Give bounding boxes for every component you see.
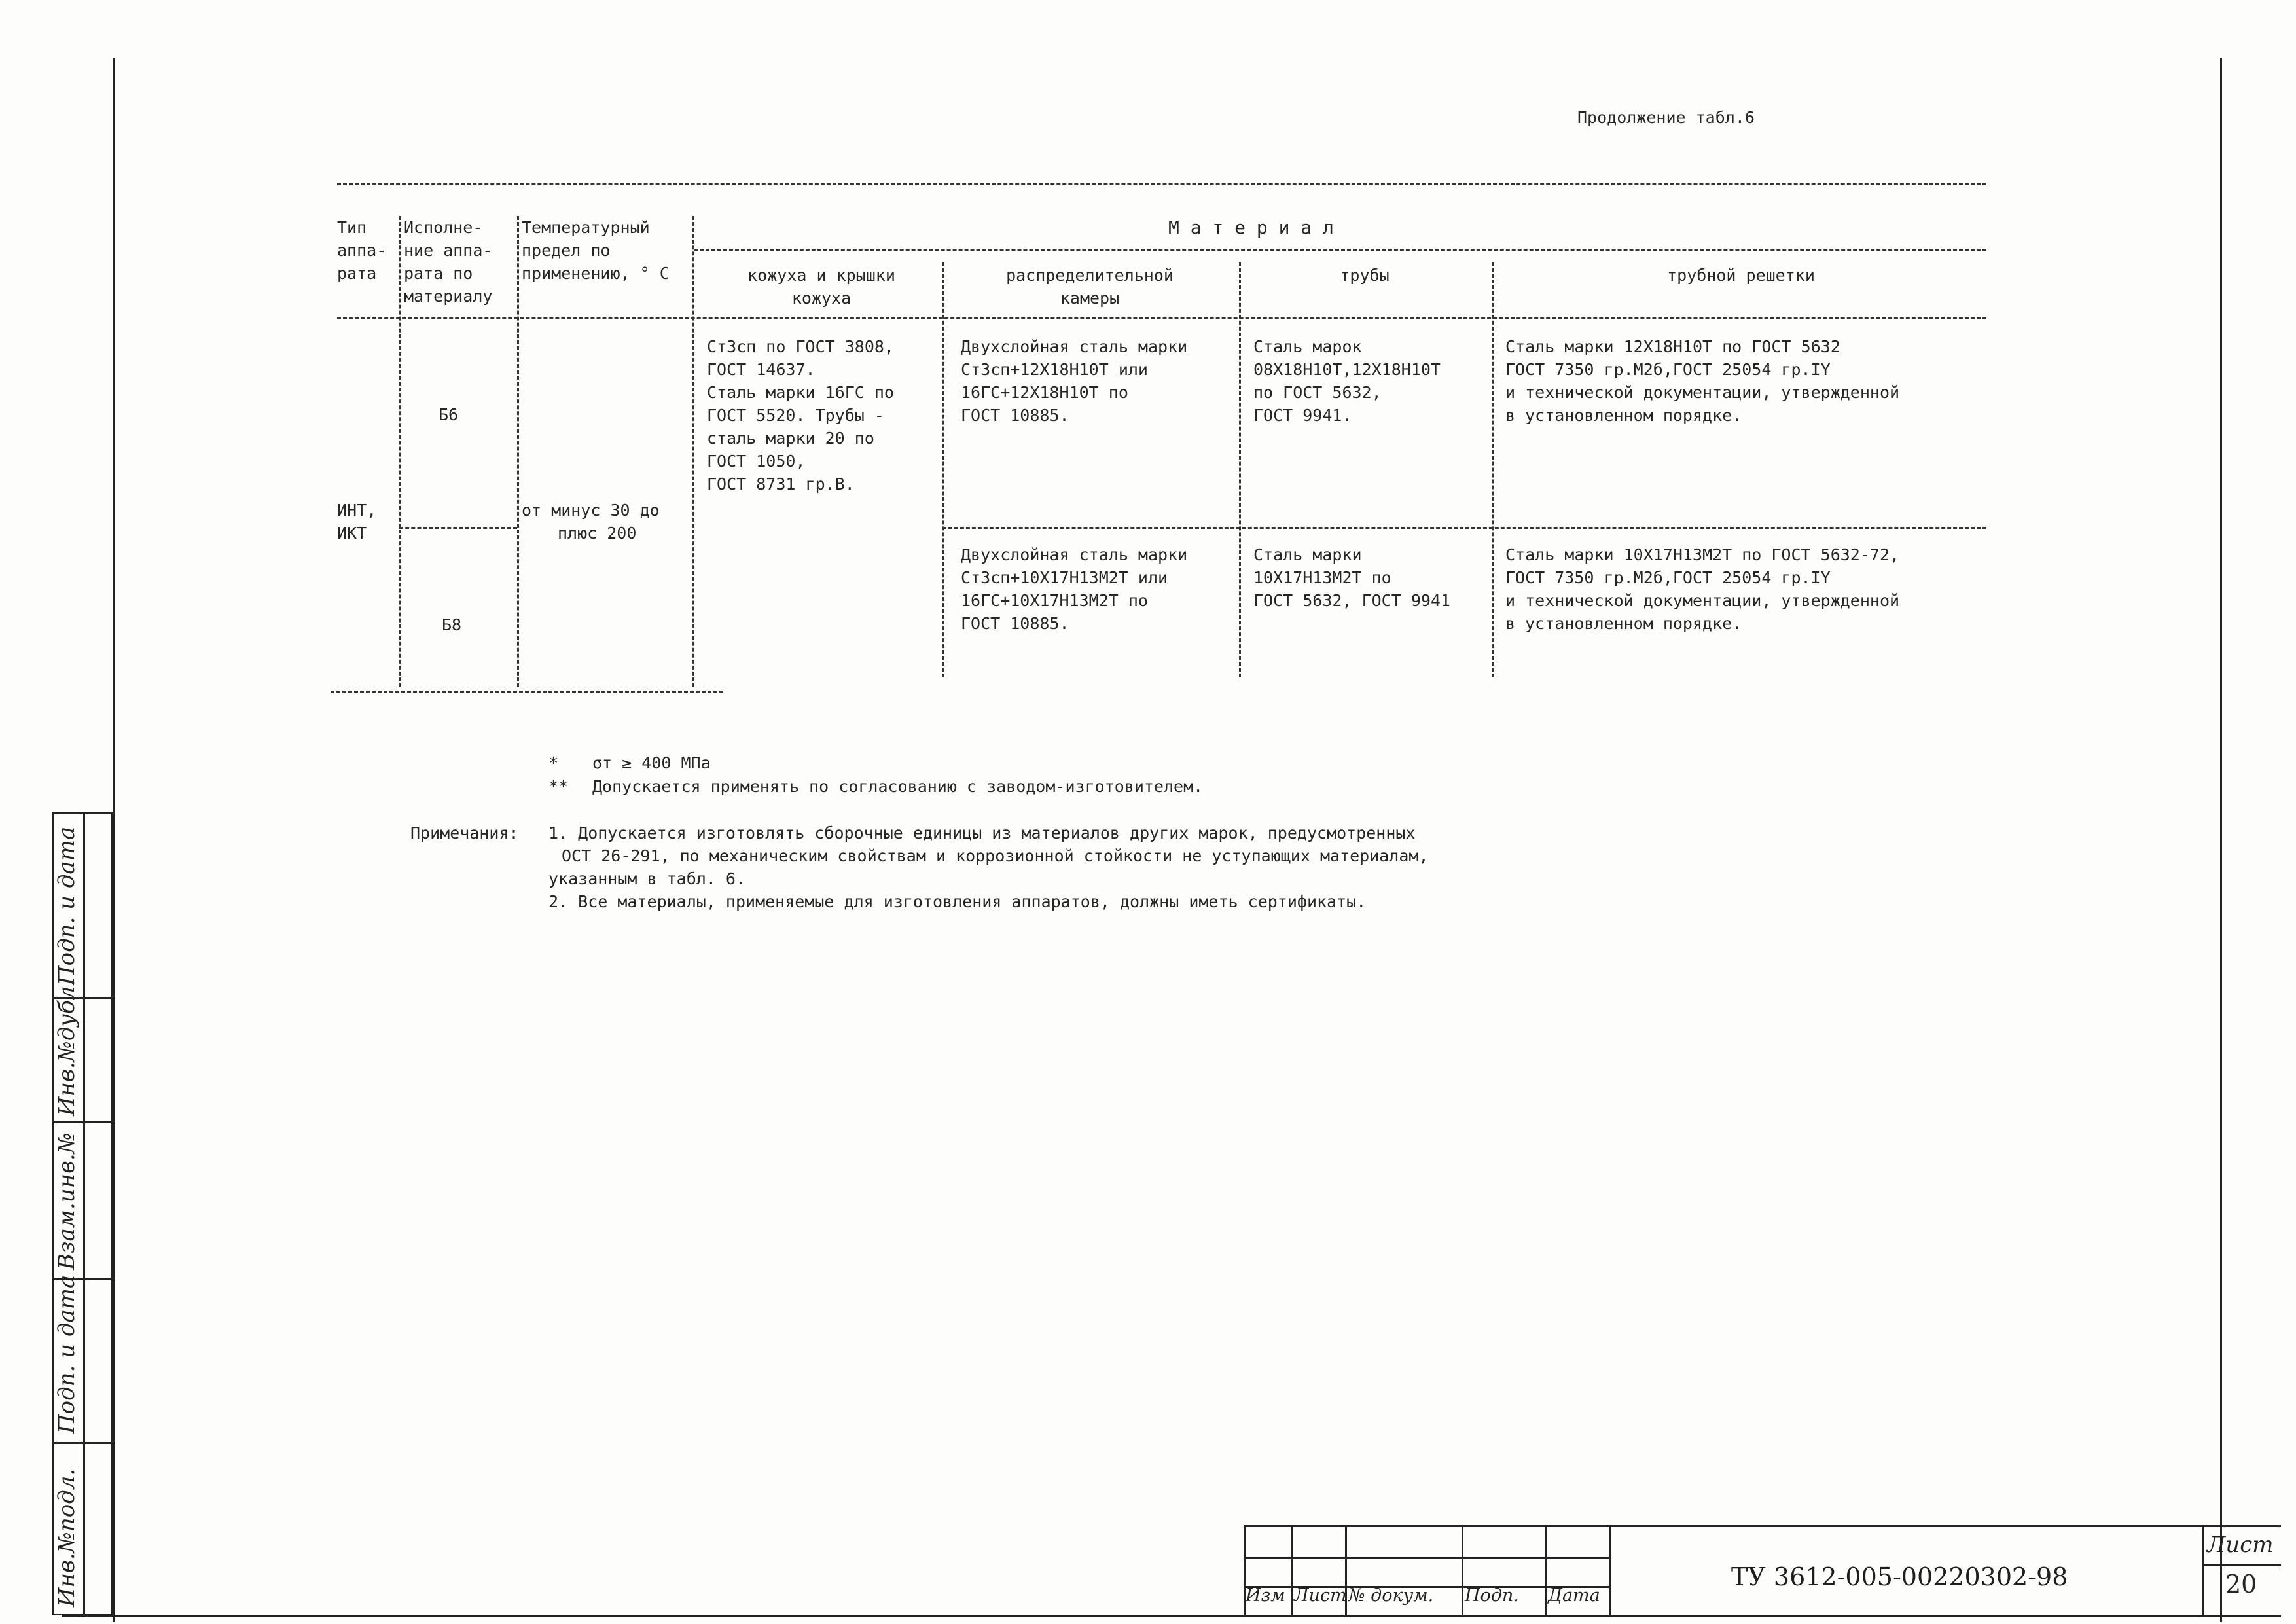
material-under-rule [694, 249, 1986, 251]
side-label-inv-dubl: Инв.№дубл. [54, 979, 80, 1116]
variant-separator-right [942, 527, 1986, 529]
header-tube-sheet: трубной решетки [1667, 266, 1815, 285]
header-chamber: распределительной камеры [1006, 266, 1174, 308]
header-bottom-rule [337, 317, 1986, 319]
cell-temperature: от минус 30 до плюс 200 [522, 501, 660, 543]
notes-body: 1. Допускается изготовлять сборочные единицы из материалов других марок, предусмотренных ОСТ 26-291, по механическим свойствам и коррозионной стойкости не уступающих материалам, указанным в табл. 6. 2. Все материалы, применяемые для изготовления аппаратов, должны иметь сертификаты. [548, 823, 1429, 911]
stamp-label-izm: Изм [1246, 1585, 1285, 1606]
col-sep-1 [399, 216, 401, 687]
cell-sheet-b6: Сталь марки 12Х18Н10Т по ГОСТ 5632 ГОСТ 7350 гр.М2б,ГОСТ 25054 гр.IY и технической документации, утвержденной в установленном порядке. [1505, 337, 1900, 425]
stamp-top-rule [1610, 1525, 2281, 1527]
stamp-label-data: Дата [1548, 1585, 1600, 1606]
table-top-rule [337, 183, 1986, 185]
side-strip-divider [83, 814, 85, 1614]
cell-variant-b8: Б8 [442, 615, 462, 634]
table-bottom-rule [331, 691, 723, 693]
cell-sheet-b8: Сталь марки 10Х17Н13М2Т по ГОСТ 5632-72, ГОСТ 7350 гр.М2б,ГОСТ 25054 гр.IY и технической документации, утвержденной в установленном порядке. [1505, 545, 1900, 633]
footnote-2-text: Допускается применять по согласованию с заводом-изготовителем. [592, 777, 1204, 796]
side-label-vzam-inv: Взам.инв.№ [54, 1132, 80, 1270]
sheet-number: 20 [2225, 1570, 2257, 1598]
sheet-box-left [2202, 1525, 2204, 1615]
header-temperature: Температурный предел по применению, ° С [522, 218, 670, 283]
footnote-1-text: σт ≥ 400 МПа [592, 753, 711, 772]
continuation-label: Продолжение табл.6 [1577, 108, 1755, 127]
col-sep-3 [692, 216, 694, 687]
header-material: М а т е р и а л [1168, 217, 1334, 238]
sheet-label: Лист [2207, 1532, 2274, 1558]
side-label-podp-data-1: Подп. и дата [54, 1274, 80, 1434]
notes-label: Примечания: [410, 823, 519, 842]
stamp-label-doc: № докум. [1348, 1585, 1434, 1606]
side-label-inv-podl: Инв.№подл. [54, 1468, 80, 1607]
cell-chamber-b6: Двухслойная сталь марки Ст3сп+12Х18Н10Т или 16ГС+12Х18Н10Т по ГОСТ 10885. [961, 337, 1188, 425]
col-sep-4 [942, 262, 944, 677]
variant-separator-left [399, 527, 517, 529]
header-type: Тип аппа- рата [337, 218, 387, 283]
frame-right-line [2220, 58, 2222, 1622]
header-shell: кожуха и крышки кожуха [747, 266, 895, 308]
frame-bottom-line [62, 1615, 2281, 1617]
cell-tubes-b6: Сталь марок 08Х18Н10Т,12Х18Н10Т по ГОСТ 5632, ГОСТ 9941. [1253, 337, 1441, 425]
col-sep-5 [1239, 262, 1241, 677]
stamp-label-list: Лист [1294, 1585, 1347, 1606]
sheet-box-mid [2202, 1564, 2281, 1566]
cell-variant-b6: Б6 [439, 405, 459, 424]
cell-apparatus-type: ИНТ, ИКТ [337, 501, 377, 543]
stamp-label-podp: Подп. [1465, 1585, 1519, 1606]
frame-left-line [113, 58, 115, 1622]
cell-shell-material: Ст3сп по ГОСТ 3808, ГОСТ 14637. Сталь марки 16ГС по ГОСТ 5520. Трубы - сталь марки 20 по ГОСТ 1050, ГОСТ 8731 гр.В. [707, 337, 894, 494]
cell-chamber-b8: Двухслойная сталь марки Ст3сп+10Х17Н13М2Т или 16ГС+10Х17Н13М2Т по ГОСТ 10885. [961, 545, 1188, 633]
header-tubes: трубы [1340, 266, 1390, 285]
footnote-2-mark: ** [548, 777, 569, 796]
header-variant: Исполне- ние аппа- рата по материалу [404, 218, 493, 306]
cell-tubes-b8: Сталь марки 10Х17Н13М2Т по ГОСТ 5632, ГОСТ 9941 [1253, 545, 1451, 610]
footnote-1-mark: * [548, 753, 559, 772]
col-sep-2 [517, 216, 519, 687]
document-code: ТУ 3612-005-00220302-98 [1731, 1562, 2068, 1591]
side-label-podp-data-2: Подп. и дата [54, 826, 80, 985]
col-sep-6 [1492, 262, 1494, 677]
